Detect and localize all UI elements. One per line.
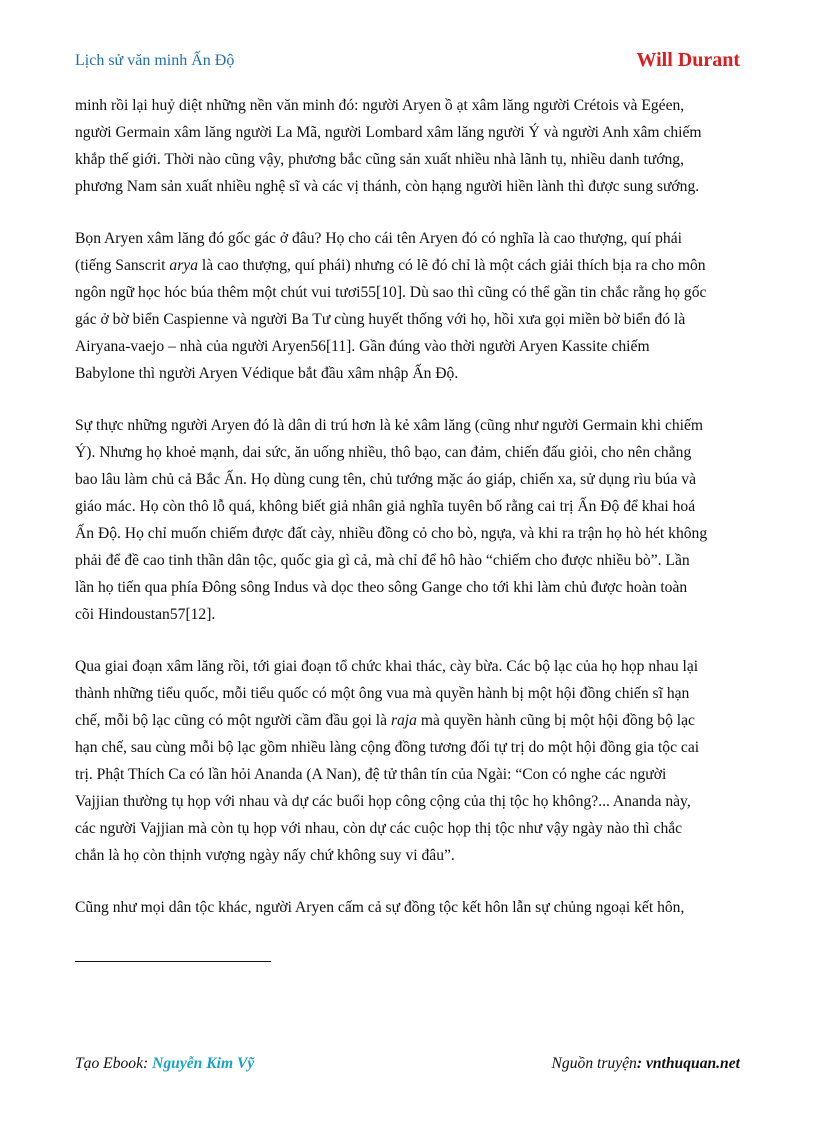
ebook-creator-name: Nguyễn Kim Vỹ [152,1055,255,1072]
ebook-credit-separator: : [143,1055,153,1072]
source-credit [552,1055,740,1073]
paragraph-5: Cũng như mọi dân tộc khác, người Aryen cấm cả sự đồng tộc kết hôn lẫn sự chủng ngoại kết hôn, [75,899,685,916]
paragraph-2 [75,225,743,387]
paragraph-2-text-b: là cao thượng, quí phái) nhưng có lẽ đó chỉ là một cách giải thích bịa ra cho môn ngôn ngữ học hóc búa thêm một chút vui tươi55[10]. Dù sao thì cũng có thể gần tin chắc rằng họ gốc gác ở bờ biển Caspienne và người Ba Tư cùng huyết thống với họ, hồi xưa gọi miền bờ biển đó là Airyana-vaejo – nhà của người Aryen56[11]. Gần đúng vào thời người Aryen Kassite chiếm Babylone thì người Aryen Védique bắt đầu xâm nhập Ấn Độ. [75,257,707,382]
ebook-credit [75,1055,254,1073]
ebook-credit-label: Tạo Ebook [75,1055,144,1072]
paragraph-2-text-a: Bọn Aryen xâm lăng đó gốc gác ở đâu? Họ cho cái tên Aryen đó có nghĩa là cao thượng, quí phái (tiếng Sanscrit [75,230,682,274]
paragraph-4 [75,653,743,869]
paragraph-3: Sự thực những người Aryen đó là dân di trú hơn là kẻ xâm lăng (cũng như người Germain khi chiếm Ý). Nhưng họ khoẻ mạnh, dai sức, ăn uống nhiều, thô bạo, can đảm, chiến đấu giỏi, cho nên chẳng bao lâu làm chủ cả Bắc Ấn. Họ dùng cung tên, chủ tướng mặc áo giáp, chiến xa, sử dụng rìu búa và giáo mác. Họ còn thô lỗ quá, không biết giả nhân giả nghĩa tuyên bố rằng cai trị Ấn Độ để khai hoá Ấn Độ. Họ chỉ muốn chiếm được đất cày, nhiều đồng cỏ cho bò, ngựa, và khi ra trận họ hò hét không phải để đề cao tinh thần dân tộc, quốc gia gì cả, mà chỉ để hô hào “chiếm cho được nhiều bò”. Lần lần họ tiến qua phía Đông sông Indus và dọc theo sông Gange cho tới khi làm chủ được hoàn toàn cõi Hindoustan57[12]. [75,417,708,623]
author-name: Will Durant [636,49,740,71]
source-site-link[interactable]: vnthuquan.net [645,1055,740,1072]
paragraph-1: minh rồi lại huỷ diệt những nền văn minh đó: người Aryen ồ ạt xâm lăng người Crétois và Egéen, người Germain xâm lăng người La Mã, người Lombard xâm lăng người Ý và người Anh xâm chiếm khắp thế giới. Thời nào cũng vậy, phương bắc cũng sản xuất nhiều nhà lãnh tụ, nhiều danh tướng, phương Nam sản xuất nhiều nghệ sĩ và các vị thánh, còn hạng người hiền lành thì được sung sướng. [75,97,702,195]
source-credit-separator: : [636,1055,646,1072]
term-arya: arya [169,257,199,274]
paragraph-4-text-b: mà quyền hành cũng bị một hội đồng bộ lạc hạn chế, sau cùng mỗi bộ lạc gồm nhiều làng cộng đồng tương đối tự trị do một hội đồng gia tộc cai trị. Phật Thích Ca có lần hỏi Ananda (A Nan), đệ tử thân tín của Ngài: “Con có nghe các người Vajjian thường tụ họp với nhau và dự các buổi họp công cộng của thị tộc họ không?... Ananda này, các người Vajjian mà còn tụ họp với nhau, còn dự các cuộc họp thị tộc như vậy ngày nào thì chắc chắn là họ còn thịnh vượng ngày nấy chứ không suy vi đâu”. [75,712,700,864]
book-title: Lịch sử văn minh Ấn Độ [75,52,235,69]
paragraph-4-text-a: Qua giai đoạn xâm lăng rồi, tới giai đoạn tổ chức khai thác, cày bừa. Các bộ lạc của họ họp nhau lại thành những tiểu quốc, mỗi tiểu quốc có một ông vua mà quyền hành bị một hội đồng chiến sĩ hạn chế, mỗi bộ lạc cũng có một người cầm đầu gọi là [75,658,699,729]
footnote-divider [75,961,271,962]
page-body [75,92,743,921]
source-credit-label: Nguồn truyện [551,1055,637,1072]
term-raja: raja [390,712,417,729]
